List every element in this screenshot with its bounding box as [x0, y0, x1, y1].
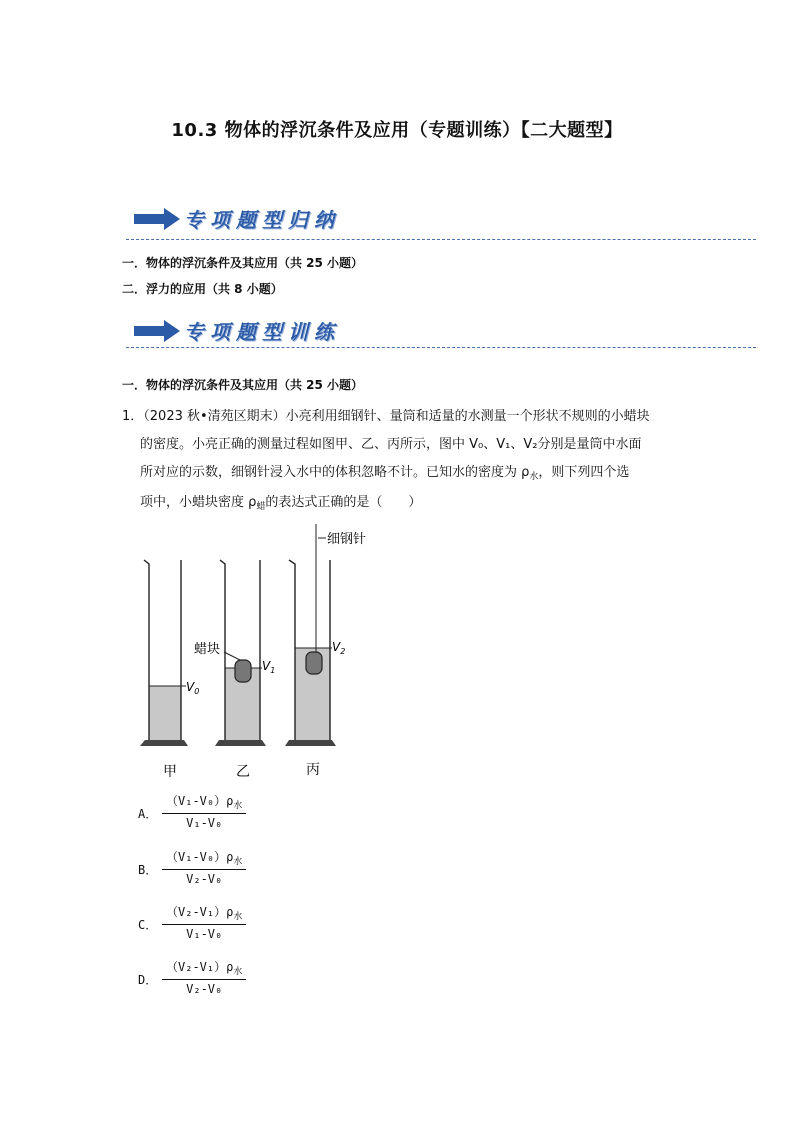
cylinder-yi — [215, 560, 266, 746]
v0-label: $V_0$ — [186, 680, 200, 696]
caption-bing: 丙 — [306, 762, 320, 778]
option-formula: $(V_1-V_0)\rho_水$ V₂-V₀ — [162, 848, 246, 886]
v1-label: $V_1$ — [262, 659, 276, 675]
banner-divider — [126, 347, 756, 348]
option-letter: C． — [138, 918, 158, 932]
question-line-4 — [140, 491, 421, 512]
option-letter: B． — [138, 863, 158, 877]
question-line-3-text: 所对应的示数，细钢针浸入水中的体积忽略不计。已知水的密度为 ρ — [140, 465, 530, 480]
option-formula: $(V_2-V_1)\rho_水$ V₁-V₀ — [162, 903, 246, 941]
summary-banner — [126, 200, 756, 240]
rho-water-subscript: 水 — [529, 472, 539, 482]
section-heading: 一．物体的浮沉条件及其应用（共 25 小题） — [122, 378, 364, 392]
question-line-3 — [140, 461, 629, 482]
cylinder-bing — [285, 524, 336, 746]
question-line-2: 的密度。小亮正确的测量过程如图甲、乙、丙所示，图中 V₀、V₁、V₂分别是量筒中水面 — [140, 437, 642, 452]
water-fill — [149, 686, 181, 740]
right-arrow-icon — [134, 208, 180, 230]
option-letter: D． — [138, 973, 158, 987]
question-line-1: 1．（2023 秋•清苑区期末）小亮利用细钢针、量筒和适量的水测量一个形状不规则的小蜡块 — [122, 409, 650, 424]
cylinder-jia — [140, 560, 188, 746]
wax-block — [235, 660, 251, 682]
option-letter: A． — [138, 807, 158, 821]
option-formula: $(V_2-V_1)\rho_水$ V₂-V₀ — [162, 958, 246, 996]
banner-divider — [126, 239, 756, 240]
wax-label: 蜡块 — [194, 642, 221, 657]
option-formula: $(V_1-V_0)\rho_水$ V₁-V₀ — [162, 792, 246, 830]
toc-item-2[interactable]: 二．浮力的应用（共 8 小题） — [122, 282, 283, 296]
wax-block — [306, 652, 322, 674]
question-line-4-text: 项中，小蜡块密度 ρ — [140, 495, 257, 510]
page-title: 10.3 物体的浮沉条件及应用（专题训练）【二大题型】 — [171, 120, 623, 141]
measuring-cylinder-figure — [136, 524, 396, 786]
summary-banner-title: 专项题型归纳 — [184, 208, 340, 232]
training-banner — [126, 308, 756, 348]
needle-label: 细钢针 — [327, 532, 367, 547]
caption-jia: 甲 — [163, 764, 177, 780]
right-arrow-icon — [134, 320, 180, 342]
v2-label: $V_2$ — [332, 640, 346, 656]
question-line-4-tail: 的表达式正确的是（ ） — [265, 495, 422, 510]
caption-yi: 乙 — [236, 764, 250, 780]
training-banner-title: 专项题型训练 — [184, 320, 340, 344]
question-line-3-tail: ，则下列四个选 — [538, 465, 630, 480]
rho-wax-subscript: 蜡 — [256, 502, 266, 512]
toc-item-1[interactable]: 一．物体的浮沉条件及其应用（共 25 小题） — [122, 256, 364, 270]
